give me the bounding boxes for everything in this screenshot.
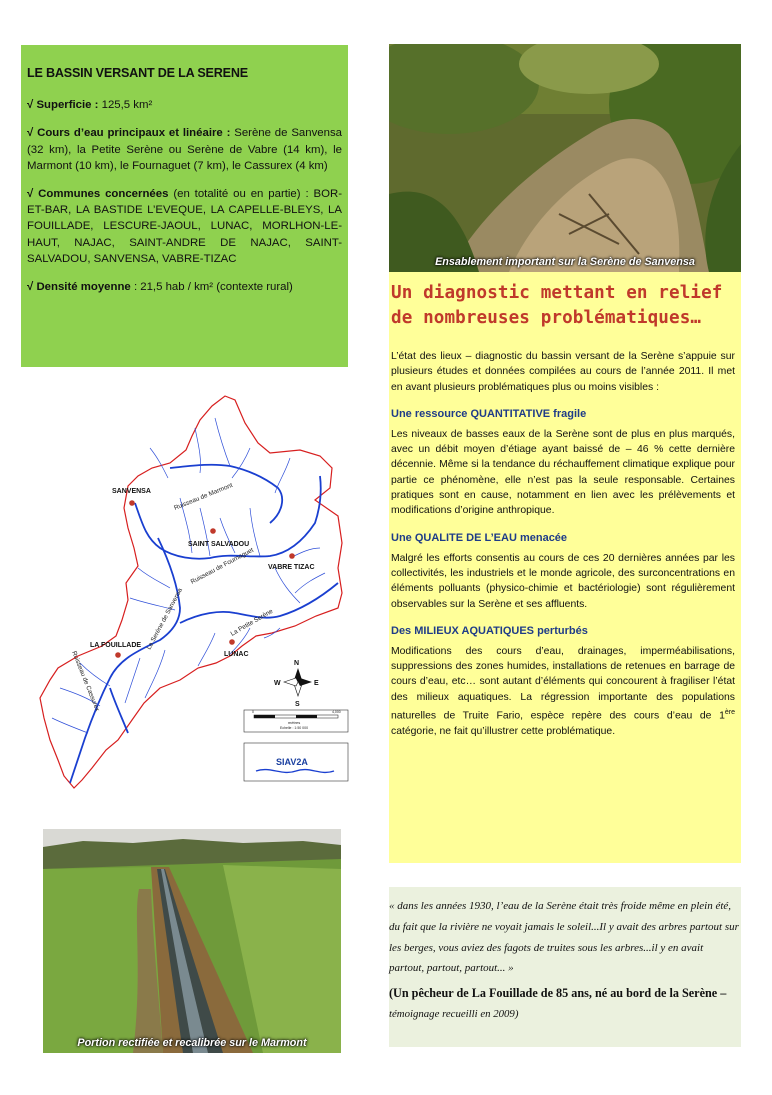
svg-text:4,000: 4,000 xyxy=(332,710,341,714)
map-river-cassurex: Ruisseau de Cassurex xyxy=(70,650,101,713)
diagnostic-intro: L’état des lieux – diagnostic du bassin versant de la Serène s’appuie sur plusieurs études et données compilées au cours de l’année 2011. Il met en avant plusieurs problématiques plus ou moins visibles : xyxy=(391,351,735,393)
testimony-box xyxy=(389,887,741,1047)
map-label-lunac: LUNAC xyxy=(224,651,249,658)
svg-text:W: W xyxy=(274,680,281,687)
watershed-info-box xyxy=(21,45,348,367)
info-title: LE BASSIN VERSANT DE LA SERENE xyxy=(27,66,248,80)
svg-text:Echelle : 1:50 000: Echelle : 1:50 000 xyxy=(280,726,309,730)
section-quantitative-text: Les niveaux de basses eaux de la Serène sont de plus en plus marqués, avec un débit moyen d’étiage ayant baissé de – 46 % cette dernière décennie. Même si la tendance du réchauffement climatique explique pour partie ce phénomène, elle n’est pas la seule responsable. Certaines pratiques sont en cause, notamment en lien avec les prélèvements et modifications d’origine anthropique. xyxy=(391,428,735,517)
map-label-saint-salvadou: SAINT SALVADOU xyxy=(188,541,250,548)
section-qualite-title: Une QUALITE DE L’EAU menacée xyxy=(391,531,568,544)
map-river-serene-sanvensa: La Serène de Sanvensa xyxy=(145,587,184,651)
svg-text:N: N xyxy=(294,660,300,667)
svg-text:0: 0 xyxy=(252,710,254,714)
map-river-marmont: Ruisseau de Marmont xyxy=(173,481,234,512)
diagnostic-box xyxy=(389,272,741,863)
info-densite: √ Densité moyenne : 21,5 hab / km² (contexte rural) xyxy=(27,281,293,294)
svg-text:S: S xyxy=(295,701,300,708)
check-mark: √ xyxy=(27,188,34,201)
siav2a-logo xyxy=(244,743,348,781)
testimony-author: (Un pêcheur de La Fouillade de 85 ans, né au bord de la Serène – témoignage recueilli en 2009) xyxy=(389,986,727,1021)
photo-ensablement xyxy=(389,44,741,272)
compass-rose-icon xyxy=(274,660,319,708)
svg-text:E: E xyxy=(314,680,319,687)
svg-text:SIAV2A: SIAV2A xyxy=(276,757,308,767)
testimony-quote: « dans les années 1930, l’eau de la Serène était très froide même en plein été, du fait que la rivière ne voyait jamais le soleil...Il y avait des arbres partout sur les berges, vous aviez des fagots de truites sous les arbres...il y en avait partout, partout, partout... » xyxy=(389,900,739,975)
check-mark: √ xyxy=(27,99,34,112)
river-sand-photo xyxy=(389,44,741,272)
section-quantitative-title: Une ressource QUANTITATIVE fragile xyxy=(391,407,587,420)
photo-caption: Portion rectifiée et recalibrée sur le Marmont xyxy=(77,1037,307,1049)
info-communes: √ Communes concernées (en totalité ou en partie) : BOR-ET-BAR, LA BASTIDE L’EVEQUE, LA CAPELLE-BLEYS, LA FOUILLADE, LESCURE-JAOUL, LUNAC, MORLHON-LE-HAUT, NAJAC, SAINT-ANDRE DE NAJAC, SAINT-SALVADOU, SANVENSA, VABRE-TIZAC xyxy=(27,188,343,265)
section-milieux-text: Modifications des cours d’eau, drainages, imperméabilisations, suppressions des zones humides, installations de retenues en barrage de cours d’eau, etc… sont autant d’éléments qui concourent à fragiliser l’état des milieux aquatiques. La régression importante des populations naturelles de Truite Fario, espèce repère des cours d’eau de 1ère catégorie, ne fait qu’illustrer cette problématique. xyxy=(391,645,735,737)
diagnostic-title: Un diagnostic mettant en relief de nombreuses problématiques… xyxy=(391,283,723,328)
map-river-fournaguet: Ruisseau de Fournaguet xyxy=(189,546,255,586)
check-mark: √ xyxy=(27,127,34,140)
map-label-la-fouillade: LA FOUILLADE xyxy=(90,642,142,649)
check-mark: √ xyxy=(27,281,34,294)
section-milieux-title: Des MILIEUX AQUATIQUES perturbés xyxy=(391,624,588,637)
map-label-vabre-tizac: VABRE TIZAC xyxy=(268,564,315,571)
section-qualite-text: Malgré les efforts consentis au cours de ces 20 dernières années par les collectivités, les industriels et le monde agricole, des surconcentrations en éléments polluants (physico-chimie et bactériologie) sont régulièrement observables sur la Serène et ses affluents. xyxy=(391,552,735,610)
map-label-sanvensa: SANVENSA xyxy=(112,488,151,495)
info-cours-deau: √ Cours d’eau principaux et linéaire : Serène de Sanvensa (32 km), la Petite Serène ou Serène de Vabre (14 km), le Marmont (10 km), le Fournaguet (7 km), le Cassurex (4 km) xyxy=(27,127,342,172)
photo-marmont xyxy=(43,829,341,1053)
photo-caption: Ensablement important sur la Serène de Sanvensa xyxy=(435,256,695,268)
map-river-petite-serene: La Petite Serène xyxy=(229,607,275,638)
info-superficie: √ Superficie : 125,5 km² xyxy=(27,99,153,112)
stream-field-photo xyxy=(43,829,341,1053)
svg-text:mètres: mètres xyxy=(288,720,301,725)
watershed-map xyxy=(20,388,360,806)
map-scale-bar xyxy=(244,710,348,732)
